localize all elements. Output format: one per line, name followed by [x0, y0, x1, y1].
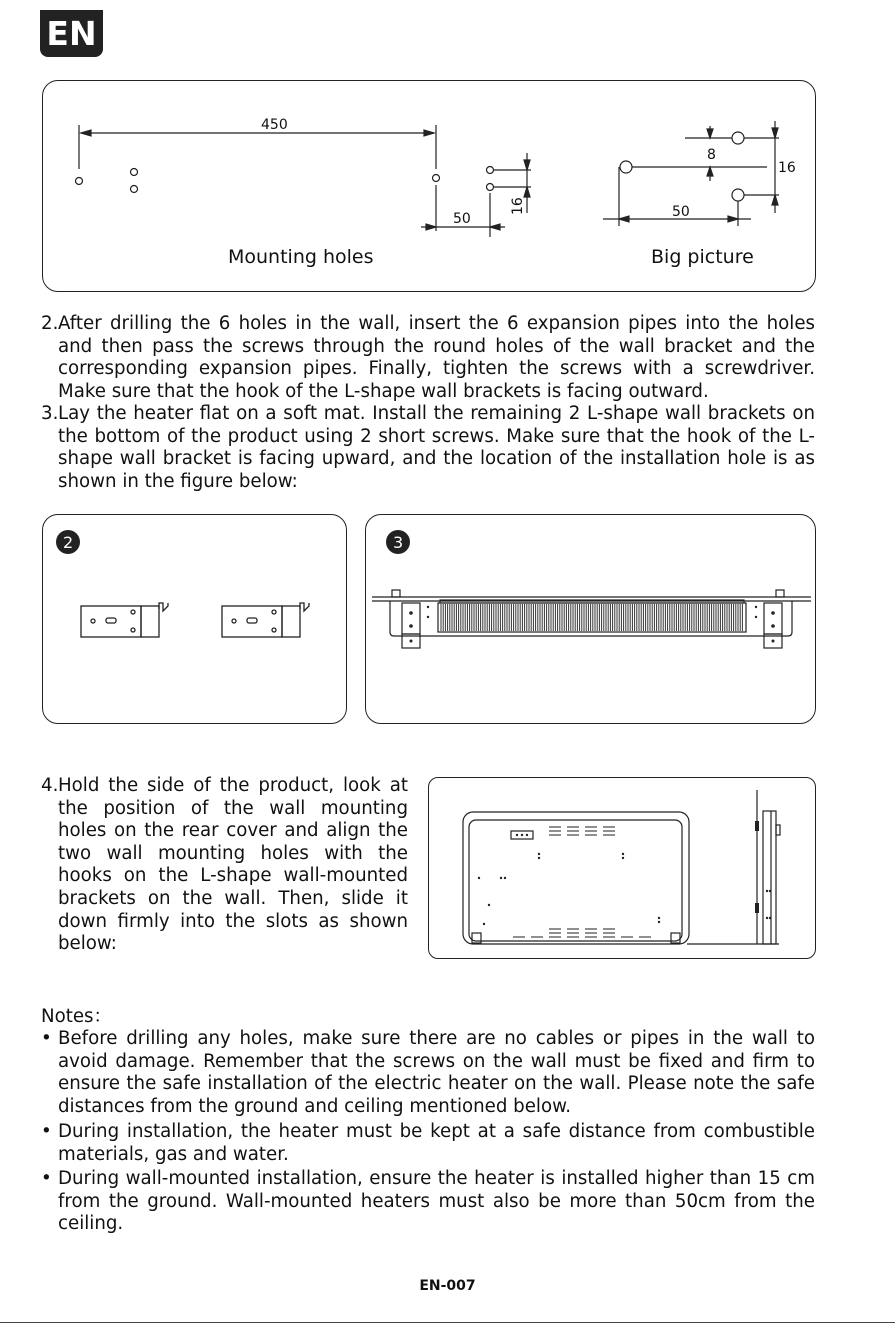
bracket-figure: [42, 514, 347, 724]
caption-mounting-holes: Mounting holes: [228, 246, 374, 268]
bullet-icon: •: [41, 1121, 52, 1142]
heater-bottom-diagram: [366, 515, 817, 725]
dim-width-label: 450: [261, 117, 288, 133]
step-4: [41, 775, 408, 956]
dim-spacing-label: 16: [510, 197, 526, 215]
heater-bottom-figure: [365, 514, 816, 724]
note-text: During wall-mounted installation, ensure the heater is installed higher than 15 cm from the ground. Wall-mounted heaters must also be more than 50cm from the ceiling.: [58, 1168, 815, 1235]
step-3-text: Lay the heater flat on a soft mat. Install the remaining 2 L-shape wall brackets on the bottom of the product using 2 short screws. Make sure that the hook of the L-shape wall bracket is facing upward, and the location of the installation hole is as shown in the figure below:: [58, 403, 815, 492]
language-badge: EN: [40, 10, 103, 57]
notes-title: Notes：: [41, 1006, 112, 1027]
figure-2-badge: 2: [63, 533, 74, 552]
note-item: [41, 1028, 815, 1118]
big-spacing-label: 16: [778, 160, 796, 176]
big-half-label: 8: [707, 147, 716, 163]
big-offset-label: 50: [672, 204, 690, 220]
figure-3-badge: 3: [393, 533, 404, 552]
mounting-holes-figure: [42, 80, 816, 292]
bullet-icon: •: [41, 1168, 52, 1189]
note-text: During installation, the heater must be kept at a safe distance from combustible materials, gas and water.: [58, 1121, 815, 1165]
step-4-number: 4.: [41, 775, 59, 796]
step-2-number: 2.: [41, 313, 59, 334]
note-text: Before drilling any holes, make sure there are no cables or pipes in the wall to avoid damage. Remember that the screws on the wall must be fixed and firm to ensure the safe installation of the electric heater on the wall. Please note the safe distances from the ground and ceiling mentioned below.: [58, 1028, 815, 1117]
step-4-text: Hold the side of the product, look at the position of the wall mounting holes on the rear cover and align the two wall mounting holes with the hooks on the L-shape wall-mounted brackets on the wall. Then, slide it down firmly into the slots as shown below:: [58, 775, 408, 955]
note-item: [41, 1168, 815, 1236]
note-item: [41, 1121, 815, 1166]
rear-cover-diagram: [429, 778, 817, 960]
step-3-number: 3.: [41, 403, 59, 424]
caption-big-picture: Big picture: [651, 246, 754, 268]
step-3: [41, 403, 815, 493]
dim-offset-label: 50: [453, 211, 471, 227]
page-number: EN-007: [419, 1278, 476, 1294]
step-2: [41, 313, 815, 403]
page-bottom-rule: [0, 1322, 895, 1323]
rear-cover-figure: [428, 777, 816, 959]
bullet-icon: •: [41, 1028, 52, 1049]
l-bracket-diagram: [43, 515, 348, 725]
step-2-text: After drilling the 6 holes in the wall, insert the 6 expansion pipes into the holes and then pass the screws through the round holes of the wall bracket and the corresponding expansion pipes. Finally, tighten the screws with a screwdriver. Make sure that the hook of the L-shape wall brackets is facing outward.: [58, 313, 815, 402]
